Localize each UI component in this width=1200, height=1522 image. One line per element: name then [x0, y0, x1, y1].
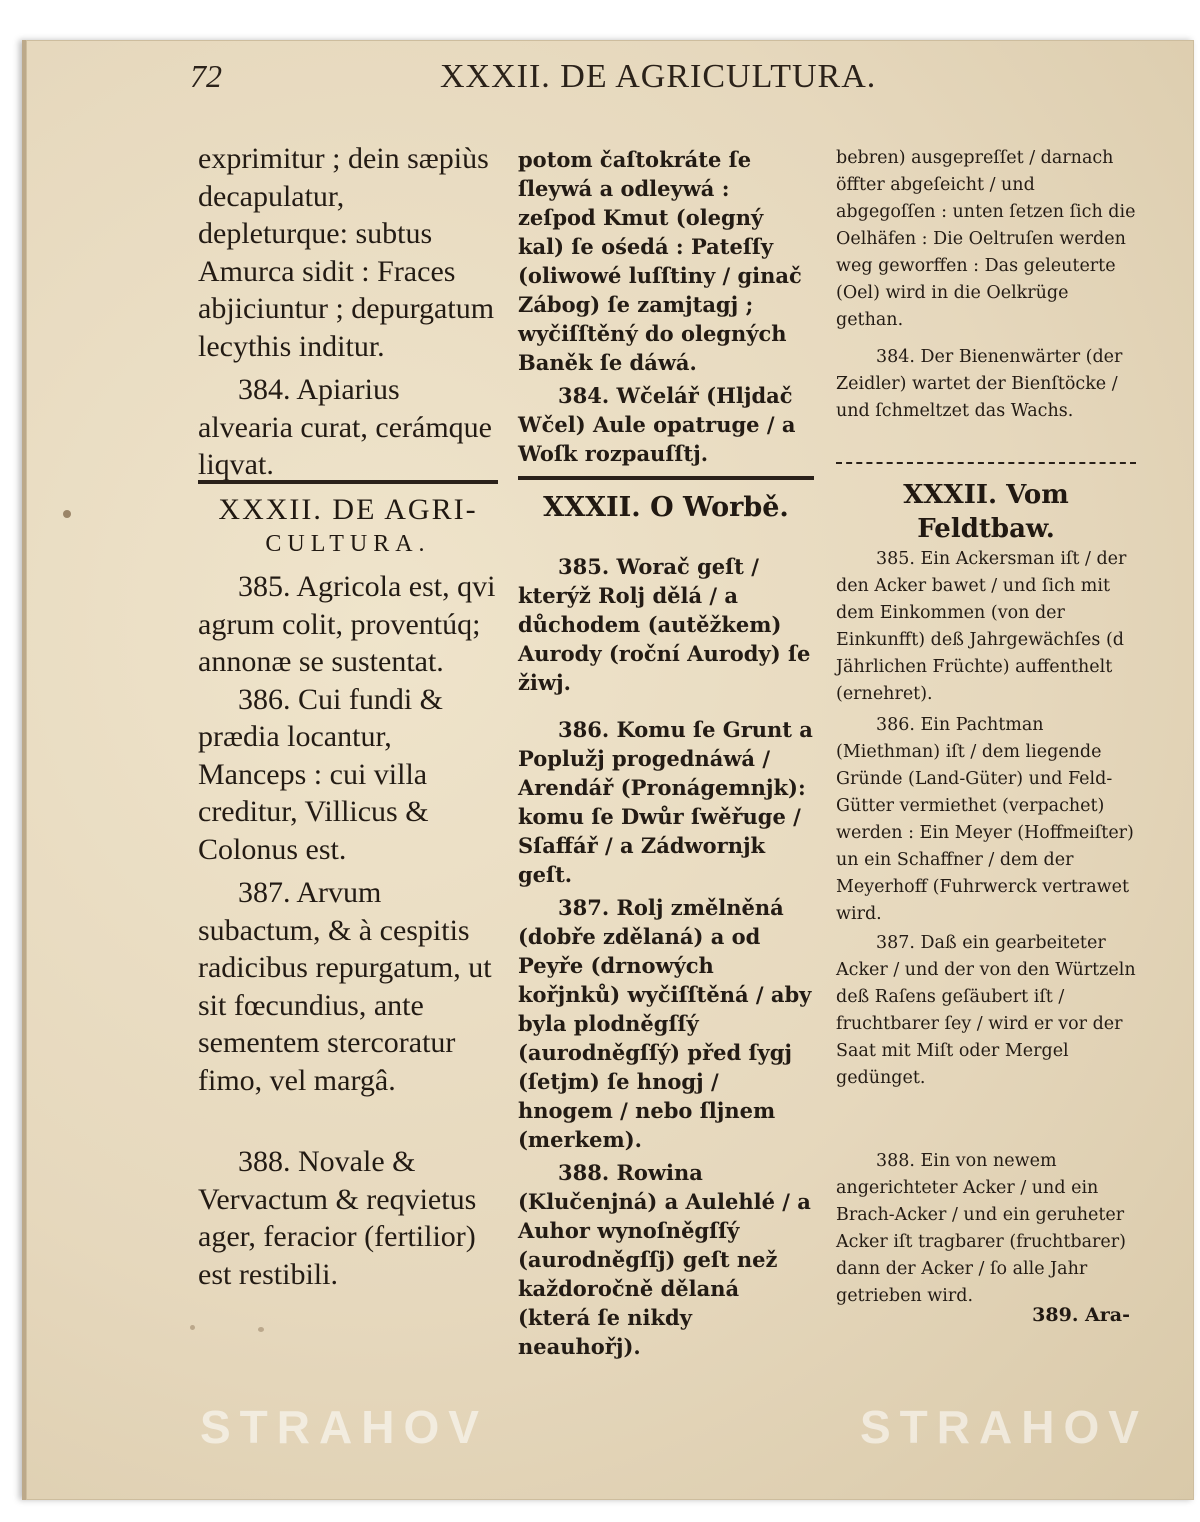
latin-title-sub: CULTURA.	[265, 531, 431, 557]
czech-para-top: potom čaſtokráte ſe ſleywá a odleywá : zeſpod Kmut (olegný kal) ſe ośedá : Pateſſy (oliwowé luſſtiny / ginač Zábog) ſe zamjtagj ; wyčiſſtěný do olegných Baněk ſe dáwá.	[518, 147, 802, 375]
catchword: 389. Ara-	[1032, 1304, 1130, 1326]
latin-column-lower	[198, 568, 496, 1293]
german-para-384: 384. Der Bienenwärter (der Zeidler) wartet der Bienſtöcke / und ſchmeltzet das Wachs.	[836, 347, 1123, 421]
german-column-lower	[836, 546, 1136, 1310]
czech-column	[518, 145, 814, 468]
czech-para-386: 386. Komu ſe Grunt a Poplužj progednáwá / Arendář (Pronágemnjk): komu ſe Dwůr ſwěřuge / Sſaffář / a Zádwornjk geſt.	[518, 717, 813, 887]
german-section-rule	[836, 462, 1136, 464]
czech-para-387: 387. Rolj změlněná (dobře zdělaná) a od Peyře (drnowých kořjnků) wyčiſſtěná / aby byla plodněgſſý (aurodněgſſý) před ſygj (ſetjm) ſe hnogj / hnogem / nebo ſljnem (merkem).	[518, 895, 812, 1152]
ink-spot	[258, 1327, 264, 1332]
latin-section-rule	[198, 480, 498, 484]
czech-section-title: XXXII. O Worbě.	[543, 492, 789, 523]
german-para-387: 387. Daß ein gearbeiteter Acker / und der von den Würtzeln deß Raſens geſäubert iſt / fruchtbarer ſey / wird er vor der Saat mit Miſt oder Mergel gedünget.	[836, 933, 1136, 1088]
german-para-top: bebren) ausgepreſſet / darnach öffter abgeſeicht / und abgegoſſen : unten ſetzen ſich die Oelhäfen : Die Oeltruſen werden weg geworffen : Das geleuterte (Oel) wird in die Oelkrüge gethan.	[836, 148, 1136, 330]
ink-spot	[190, 1325, 195, 1330]
latin-para-384: 384. Apiarius alvearia curat, cerámque liqvat.	[198, 373, 492, 481]
latin-para-388: 388. Novale & Vervactum & reqvietus ager, feracior (fertilior) est restibili.	[198, 1145, 477, 1291]
running-head: XXXII. DE AGRICULTURA.	[440, 58, 877, 95]
latin-column	[198, 140, 496, 484]
czech-column-lower	[518, 552, 814, 1361]
czech-para-388: 388. Rowina (Klučenjná) a Aulehlé / a Auhor wynoſněgſſý (aurodněgſſj) geſt než každoročně dělaná (která ſe nikdy neauhořj).	[518, 1160, 811, 1359]
page-header	[190, 58, 1160, 108]
ink-spot	[63, 510, 71, 518]
latin-para-385: 385. Agricola est, qvi agrum colit, proventúq; annonæ se sustentat.	[198, 570, 496, 678]
watermark-left: STRAHOV	[200, 1401, 488, 1453]
german-column	[836, 145, 1136, 425]
latin-title-main: XXXII. DE AGRI-	[218, 493, 478, 526]
czech-para-385: 385. Worač geſt / kterýž Rolj dělá / a důchodem (autěžkem) Aurody (roční Aurody) ſe žiwj.	[518, 554, 811, 695]
latin-para-386: 386. Cui fundi & prædia locantur, Manceps : cui villa creditur, Villicus & Colonus est.	[198, 682, 444, 866]
german-section-title: XXXII. Vom Feldtbaw.	[903, 480, 1069, 544]
latin-para-top: exprimitur ; dein sæpiùs decapulatur, depleturque: subtus Amurca sidit : Fraces abjiciuntur ; depurgatum lecythis inditur.	[198, 142, 495, 363]
latin-section-title	[198, 492, 498, 562]
page-number: 72	[190, 58, 222, 94]
watermark-right: STRAHOV	[860, 1401, 1148, 1453]
latin-para-387: 387. Arvum subactum, & à cespitis radicibus repurgatum, ut sit fœcundius, ante sementem stercoratur fimo, vel margâ.	[198, 876, 492, 1097]
czech-section-rule	[518, 476, 814, 480]
german-para-386: 386. Ein Pachtman (Miethman) iſt / dem liegende Gründe (Land-Güter) und Feld-Gütter vermiethet (verpachet) werden : Ein Meyer (Hoffmeiſter) un ein Schaffner / dem der Meyerhoff (Fuhrwerck vertrawet wird.	[836, 715, 1134, 924]
german-para-388: 388. Ein von newem angerichteter Acker / und ein Brach-Acker / und ein geruheter Acker iſt tragbarer (fruchtbarer) dann der Acker / ſo alle Jahr getrieben wird.	[836, 1151, 1126, 1306]
german-para-385: 385. Ein Ackersman iſt / der den Acker bawet / und ſich mit dem Einkommen (von der Einkunfft) deß Jahrgewächſes (d Jährlichen Früchte) auffenthelt (ernehret).	[836, 549, 1127, 704]
czech-para-384: 384. Wčelář (Hljdač Wčel) Aule opatruge / a Woſk rozpauſſtj.	[518, 383, 796, 466]
